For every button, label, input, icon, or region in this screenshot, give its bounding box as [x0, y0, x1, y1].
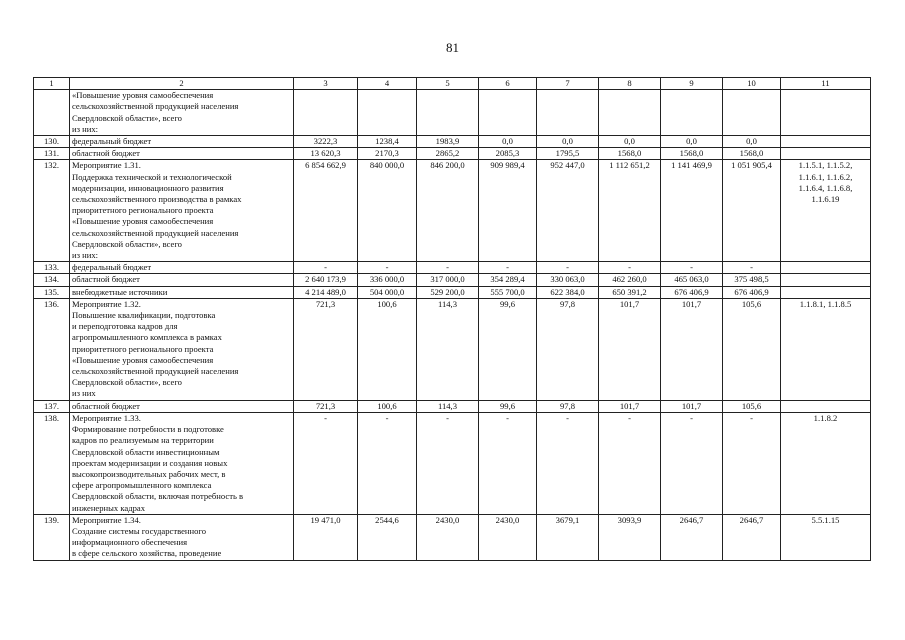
row-name: Мероприятие 1.31. Поддержка технической и технологической модернизации, инновационного развития сельскохозяйственного производства в рамках приоритетного регионального проекта «Повышение уровня самообеспечения сельскохозяйственной продукцией населения Свердловской области», всего из них: — [70, 160, 294, 262]
target-ref — [781, 148, 871, 160]
value-cell: 6 854 662,9 — [294, 160, 358, 262]
value-cell: 100,6 — [358, 400, 417, 412]
header-cell: 8 — [599, 78, 661, 90]
value-cell — [661, 90, 723, 136]
value-cell: 2430,0 — [479, 514, 537, 560]
value-cell: 97,8 — [537, 400, 599, 412]
row-number: 132. — [34, 160, 70, 262]
row-number — [34, 90, 70, 136]
value-cell: 101,7 — [599, 298, 661, 400]
value-cell: - — [723, 412, 781, 514]
row-number: 138. — [34, 412, 70, 514]
value-cell: 1568,0 — [599, 148, 661, 160]
value-cell: 330 063,0 — [537, 274, 599, 286]
target-ref — [781, 90, 871, 136]
table-row — [34, 286, 871, 298]
target-ref: 1.1.8.2 — [781, 412, 871, 514]
value-cell — [537, 90, 599, 136]
value-cell: 101,7 — [661, 298, 723, 400]
table-row — [34, 298, 871, 400]
row-number: 134. — [34, 274, 70, 286]
value-cell: 2646,7 — [661, 514, 723, 560]
value-cell: 105,6 — [723, 298, 781, 400]
value-cell: - — [537, 262, 599, 274]
value-cell — [358, 90, 417, 136]
row-name: Мероприятие 1.33. Формирование потребности в подготовке кадров по реализуемым на территории Свердловской области инвестиционным проектам модернизации и создания новых высокопроизводительных рабочих мест, в сфере агропромышленного комплекса Свердловской области, включая потребность в инженерных кадрах — [70, 412, 294, 514]
value-cell: 375 498,5 — [723, 274, 781, 286]
value-cell: - — [358, 412, 417, 514]
header-cell: 9 — [661, 78, 723, 90]
value-cell: 909 989,4 — [479, 160, 537, 262]
value-cell: 3679,1 — [537, 514, 599, 560]
value-cell: 0,0 — [661, 136, 723, 148]
value-cell: 1795,5 — [537, 148, 599, 160]
table-row — [34, 160, 871, 262]
row-name: областной бюджет — [70, 274, 294, 286]
value-cell — [479, 90, 537, 136]
value-cell: 504 000,0 — [358, 286, 417, 298]
value-cell: - — [294, 262, 358, 274]
row-name: областной бюджет — [70, 148, 294, 160]
value-cell: 1568,0 — [723, 148, 781, 160]
value-cell: 0,0 — [723, 136, 781, 148]
row-number: 139. — [34, 514, 70, 560]
row-number: 135. — [34, 286, 70, 298]
value-cell: 100,6 — [358, 298, 417, 400]
value-cell: 952 447,0 — [537, 160, 599, 262]
value-cell: 2170,3 — [358, 148, 417, 160]
value-cell: 3222,3 — [294, 136, 358, 148]
target-ref: 1.1.5.1, 1.1.5.2, 1.1.6.1, 1.1.6.2, 1.1.6.4, 1.1.6.8, 1.1.6.19 — [781, 160, 871, 262]
table-header-row — [34, 78, 871, 90]
value-cell: 846 200,0 — [417, 160, 479, 262]
header-cell: 1 — [34, 78, 70, 90]
value-cell: 1568,0 — [661, 148, 723, 160]
value-cell: - — [479, 412, 537, 514]
value-cell: 13 620,3 — [294, 148, 358, 160]
value-cell: 114,3 — [417, 400, 479, 412]
value-cell: - — [358, 262, 417, 274]
target-ref — [781, 136, 871, 148]
value-cell: 2085,3 — [479, 148, 537, 160]
value-cell: 19 471,0 — [294, 514, 358, 560]
value-cell: 1 112 651,2 — [599, 160, 661, 262]
target-ref — [781, 400, 871, 412]
value-cell: 0,0 — [599, 136, 661, 148]
value-cell: 676 406,9 — [661, 286, 723, 298]
row-name: областной бюджет — [70, 400, 294, 412]
target-ref — [781, 286, 871, 298]
page-number: 81 — [446, 40, 459, 55]
value-cell: - — [417, 262, 479, 274]
value-cell: 721,3 — [294, 298, 358, 400]
value-cell: 1 141 469,9 — [661, 160, 723, 262]
value-cell: 101,7 — [661, 400, 723, 412]
header-cell: 10 — [723, 78, 781, 90]
value-cell: 336 000,0 — [358, 274, 417, 286]
value-cell: 721,3 — [294, 400, 358, 412]
target-ref — [781, 262, 871, 274]
value-cell: 2544,6 — [358, 514, 417, 560]
table-row — [34, 400, 871, 412]
row-name: внебюджетные источники — [70, 286, 294, 298]
value-cell: 99,6 — [479, 298, 537, 400]
value-cell: - — [599, 412, 661, 514]
value-cell: 1983,9 — [417, 136, 479, 148]
budget-table — [33, 77, 871, 561]
value-cell: 676 406,9 — [723, 286, 781, 298]
row-number: 130. — [34, 136, 70, 148]
value-cell — [417, 90, 479, 136]
header-cell: 5 — [417, 78, 479, 90]
table-row — [34, 148, 871, 160]
value-cell: 622 384,0 — [537, 286, 599, 298]
value-cell: 0,0 — [537, 136, 599, 148]
value-cell: 4 214 489,0 — [294, 286, 358, 298]
value-cell: 2 640 173,9 — [294, 274, 358, 286]
row-number: 136. — [34, 298, 70, 400]
table-row — [34, 136, 871, 148]
value-cell: 1238,4 — [358, 136, 417, 148]
value-cell: - — [661, 262, 723, 274]
table-row — [34, 274, 871, 286]
value-cell — [723, 90, 781, 136]
target-ref — [781, 274, 871, 286]
table-row — [34, 412, 871, 514]
value-cell: 840 000,0 — [358, 160, 417, 262]
value-cell: 2430,0 — [417, 514, 479, 560]
value-cell: - — [417, 412, 479, 514]
header-cell: 3 — [294, 78, 358, 90]
table-row — [34, 90, 871, 136]
row-name: федеральный бюджет — [70, 136, 294, 148]
header-cell: 7 — [537, 78, 599, 90]
header-cell: 2 — [70, 78, 294, 90]
value-cell: - — [723, 262, 781, 274]
target-ref: 1.1.8.1, 1.1.8.5 — [781, 298, 871, 400]
header-cell: 4 — [358, 78, 417, 90]
value-cell: - — [479, 262, 537, 274]
value-cell: - — [537, 412, 599, 514]
target-ref: 5.5.1.15 — [781, 514, 871, 560]
value-cell: 465 063,0 — [661, 274, 723, 286]
value-cell: 2646,7 — [723, 514, 781, 560]
row-number: 131. — [34, 148, 70, 160]
value-cell: 105,6 — [723, 400, 781, 412]
value-cell: - — [661, 412, 723, 514]
value-cell: 354 289,4 — [479, 274, 537, 286]
table-row — [34, 514, 871, 560]
header-cell: 11 — [781, 78, 871, 90]
row-name: Мероприятие 1.32. Повышение квалификации, подготовка и переподготовка кадров для агропромышленного комплекса в рамках приоритетного регионального проекта «Повышение уровня самообеспечения сельскохозяйственной продукцией населения Свердловской области», всего из них — [70, 298, 294, 400]
row-name: федеральный бюджет — [70, 262, 294, 274]
value-cell: 101,7 — [599, 400, 661, 412]
value-cell: 462 260,0 — [599, 274, 661, 286]
value-cell: 317 000,0 — [417, 274, 479, 286]
value-cell: - — [599, 262, 661, 274]
value-cell: 650 391,2 — [599, 286, 661, 298]
value-cell: 3093,9 — [599, 514, 661, 560]
value-cell: 2865,2 — [417, 148, 479, 160]
value-cell — [294, 90, 358, 136]
row-number: 137. — [34, 400, 70, 412]
row-name: «Повышение уровня самообеспечения сельскохозяйственной продукцией населения Свердловской области», всего из них: — [70, 90, 294, 136]
value-cell: 529 200,0 — [417, 286, 479, 298]
value-cell: 0,0 — [479, 136, 537, 148]
table-row — [34, 262, 871, 274]
value-cell: 99,6 — [479, 400, 537, 412]
value-cell: 1 051 905,4 — [723, 160, 781, 262]
value-cell: 114,3 — [417, 298, 479, 400]
header-cell: 6 — [479, 78, 537, 90]
value-cell: 555 700,0 — [479, 286, 537, 298]
row-number: 133. — [34, 262, 70, 274]
value-cell: 97,8 — [537, 298, 599, 400]
value-cell: - — [294, 412, 358, 514]
row-name: Мероприятие 1.34. Создание системы государственного информационного обеспечения в сфере сельского хозяйства, проведение — [70, 514, 294, 560]
value-cell — [599, 90, 661, 136]
